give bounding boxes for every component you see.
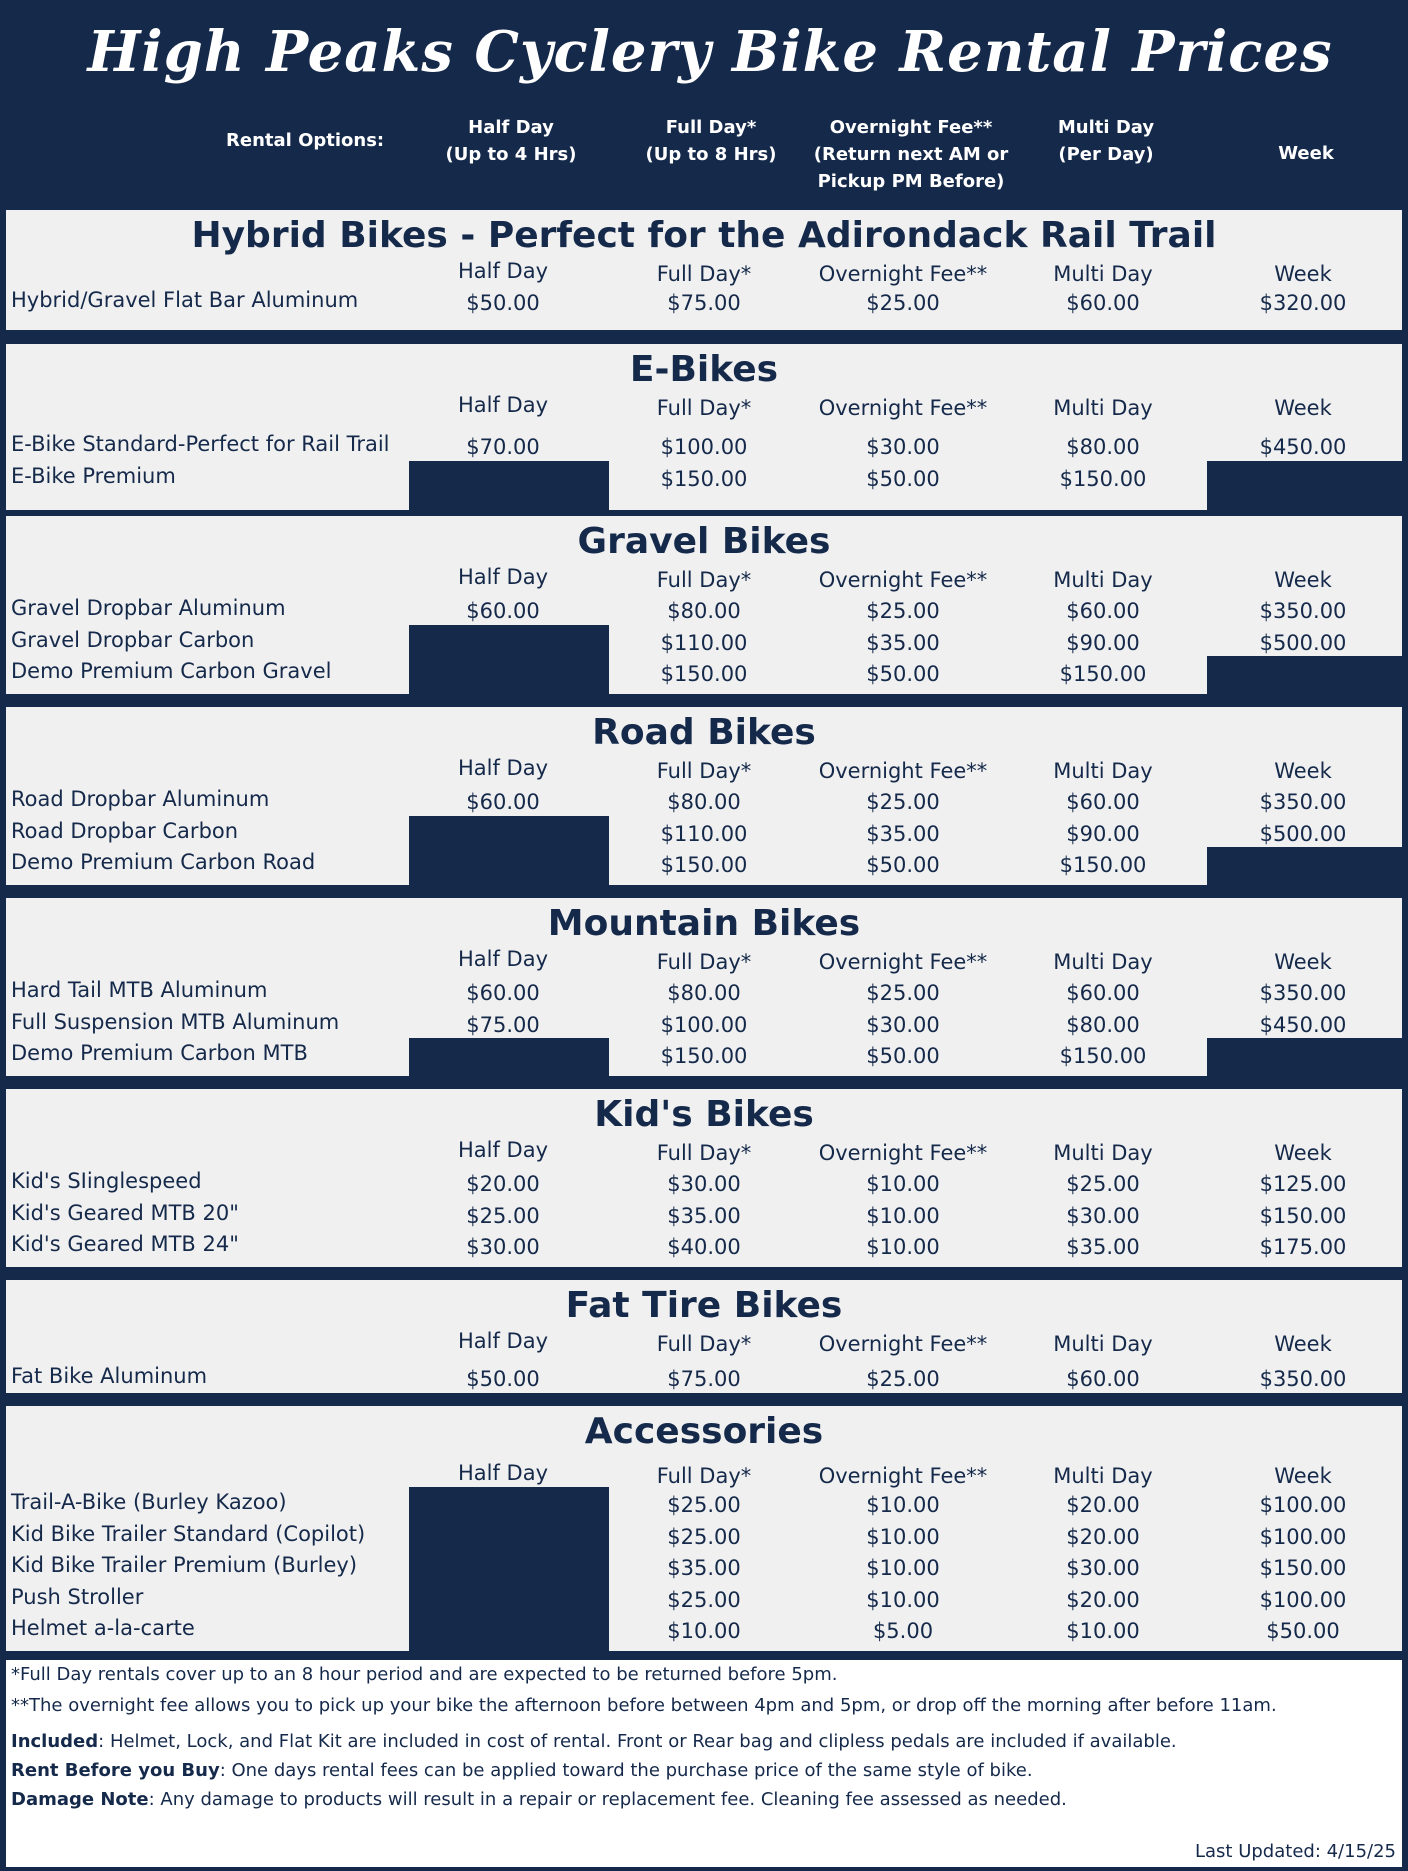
price-cell: $50.00 bbox=[866, 1044, 940, 1068]
price-cell: $30.00 bbox=[1066, 1203, 1140, 1228]
unavailable-cell bbox=[409, 847, 609, 885]
price-cell: $35.00 bbox=[667, 1556, 741, 1580]
price-cell: $60.00 bbox=[1066, 981, 1140, 1005]
price-cell: $25.00 bbox=[466, 1203, 540, 1228]
note-damage: Damage Note: Any damage to products will result in a repair or replacement fee. Cleaning fee assessed as needed. bbox=[11, 1789, 1067, 1810]
section-title: Fat Tire Bikes bbox=[565, 1285, 843, 1326]
price-cell: $30.00 bbox=[866, 1012, 940, 1037]
unavailable-cell bbox=[1207, 461, 1408, 510]
page-title: High Peaks Cyclery Bike Rental Prices bbox=[87, 19, 1333, 85]
column-header: Full Day* bbox=[656, 759, 752, 783]
row-label: Demo Premium Carbon Gravel bbox=[11, 659, 332, 683]
price-cell: $25.00 bbox=[1066, 1172, 1140, 1196]
column-header: Multi Day bbox=[1053, 568, 1153, 592]
price-cell: $500.00 bbox=[1259, 630, 1347, 655]
price-cell: $50.00 bbox=[1266, 1619, 1340, 1643]
price-cell: $100.00 bbox=[660, 1012, 748, 1037]
note-overnight: **The overnight fee allows you to pick up your bike the afternoon before between 4pm and 5pm, or drop off the morning after before 11am. bbox=[11, 1695, 1277, 1716]
section-title: Gravel Bikes bbox=[577, 521, 831, 562]
column-header: Overnight Fee** bbox=[818, 759, 988, 783]
row-label: Kid's Geared MTB 20" bbox=[11, 1200, 239, 1225]
price-cell: $150.00 bbox=[660, 1044, 748, 1068]
price-cell: $60.00 bbox=[1066, 1367, 1140, 1391]
column-header: Week bbox=[1274, 1332, 1332, 1356]
notes-panel bbox=[6, 1660, 1402, 1867]
price-cell: $100.00 bbox=[660, 435, 748, 459]
section-title: E-Bikes bbox=[629, 349, 779, 390]
price-cell: $20.00 bbox=[1066, 1587, 1140, 1612]
price-cell: $450.00 bbox=[1259, 435, 1347, 459]
column-header: Full Day* bbox=[656, 950, 752, 974]
price-cell: $100.00 bbox=[1259, 1493, 1347, 1517]
price-cell: $25.00 bbox=[866, 981, 940, 1005]
unavailable-cell bbox=[409, 816, 609, 849]
column-header: Half Day bbox=[457, 1329, 549, 1353]
price-cell: $25.00 bbox=[866, 1367, 940, 1391]
section-title: Hybrid Bikes - Perfect for the Adirondack Rail Trail bbox=[191, 215, 1217, 256]
column-header: Half Day bbox=[457, 1461, 549, 1485]
price-cell: $80.00 bbox=[667, 981, 741, 1005]
column-header: Full Day* bbox=[656, 262, 752, 286]
price-cell: $150.00 bbox=[1259, 1556, 1347, 1580]
column-header: Multi Day bbox=[1053, 1332, 1153, 1356]
header-full-day: Full Day* (Up to 8 Hrs) bbox=[645, 117, 777, 165]
unavailable-cell bbox=[409, 1550, 609, 1583]
column-header: Full Day* bbox=[656, 1464, 752, 1488]
unavailable-cell bbox=[409, 1613, 609, 1651]
column-header: Multi Day bbox=[1053, 950, 1153, 974]
header-overnight: Overnight Fee** (Return next AM or Pickup PM Before) bbox=[813, 117, 1009, 192]
row-label: Hard Tail MTB Aluminum bbox=[11, 978, 268, 1002]
price-cell: $60.00 bbox=[1066, 599, 1140, 623]
price-cell: $10.00 bbox=[866, 1556, 940, 1580]
price-cell: $500.00 bbox=[1259, 821, 1347, 846]
price-cell: $25.00 bbox=[866, 790, 940, 814]
unavailable-cell bbox=[409, 1487, 609, 1520]
section-panel bbox=[6, 516, 1402, 694]
header-multi-day: Multi Day (Per Day) bbox=[1057, 117, 1155, 165]
unavailable-cell bbox=[409, 1519, 609, 1552]
unavailable-cell bbox=[409, 1038, 609, 1076]
price-cell: $50.00 bbox=[466, 291, 540, 315]
row-label: Road Dropbar Carbon bbox=[11, 818, 239, 843]
unavailable-cell bbox=[1207, 847, 1408, 885]
price-cell: $150.00 bbox=[660, 853, 748, 877]
price-cell: $350.00 bbox=[1259, 1367, 1347, 1391]
price-cell: $25.00 bbox=[667, 1524, 741, 1549]
section-panel bbox=[6, 210, 1402, 330]
price-cell: $75.00 bbox=[667, 291, 741, 315]
price-cell: $50.00 bbox=[866, 853, 940, 877]
row-label: Gravel Dropbar Aluminum bbox=[11, 596, 286, 620]
section-title: Accessories bbox=[584, 1411, 824, 1452]
price-cell: $10.00 bbox=[866, 1524, 940, 1549]
price-cell: $100.00 bbox=[1259, 1587, 1347, 1612]
price-cell: $5.00 bbox=[872, 1619, 934, 1643]
price-cell: $90.00 bbox=[1066, 630, 1140, 655]
price-cell: $40.00 bbox=[667, 1235, 741, 1259]
price-cell: $25.00 bbox=[667, 1493, 741, 1517]
price-cell: $25.00 bbox=[866, 291, 940, 315]
price-cell: $150.00 bbox=[1059, 662, 1147, 686]
price-cell: $10.00 bbox=[866, 1235, 940, 1259]
price-cell: $35.00 bbox=[667, 1203, 741, 1228]
column-header: Week bbox=[1274, 1141, 1332, 1165]
row-label: Hybrid/Gravel Flat Bar Aluminum bbox=[11, 288, 359, 312]
price-cell: $50.00 bbox=[866, 467, 940, 491]
unavailable-cell bbox=[409, 625, 609, 658]
row-label: Full Suspension MTB Aluminum bbox=[11, 1009, 340, 1034]
row-label: E-Bike Premium bbox=[11, 464, 176, 488]
price-cell: $50.00 bbox=[866, 662, 940, 686]
unavailable-cell bbox=[1207, 656, 1408, 694]
row-label: Kid's SIinglespeed bbox=[11, 1169, 202, 1193]
note-full-day: *Full Day rentals cover up to an 8 hour period and are expected to be returned before 5pm. bbox=[11, 1664, 838, 1685]
section-panel bbox=[6, 1089, 1402, 1267]
price-cell: $110.00 bbox=[660, 630, 748, 655]
column-header: Week bbox=[1274, 262, 1332, 286]
price-cell: $60.00 bbox=[466, 790, 540, 814]
section-panel bbox=[6, 1280, 1402, 1393]
price-cell: $20.00 bbox=[1066, 1493, 1140, 1517]
header-banner bbox=[6, 0, 1402, 206]
unavailable-cell bbox=[1207, 1038, 1408, 1076]
price-cell: $80.00 bbox=[667, 790, 741, 814]
price-cell: $90.00 bbox=[1066, 821, 1140, 846]
price-cell: $125.00 bbox=[1259, 1172, 1347, 1196]
column-header: Multi Day bbox=[1053, 1464, 1153, 1488]
section-title: Road Bikes bbox=[592, 712, 816, 753]
note-rent-before-buy: Rent Before you Buy: One days rental fees can be applied toward the purchase price of the same style of bike. bbox=[11, 1760, 1033, 1781]
column-header: Half Day bbox=[457, 259, 549, 283]
price-cell: $10.00 bbox=[866, 1493, 940, 1517]
column-header: Half Day bbox=[457, 756, 549, 780]
section-panel bbox=[6, 344, 1402, 510]
column-header: Multi Day bbox=[1053, 262, 1153, 286]
column-header: Half Day bbox=[457, 393, 549, 417]
price-cell: $60.00 bbox=[1066, 291, 1140, 315]
price-cell: $150.00 bbox=[1259, 1203, 1347, 1228]
price-cell: $150.00 bbox=[1059, 853, 1147, 877]
row-label: Road Dropbar Aluminum bbox=[11, 787, 270, 811]
price-cell: $50.00 bbox=[466, 1367, 540, 1391]
row-label: Kid Bike Trailer Standard (Copilot) bbox=[11, 1521, 366, 1546]
unavailable-cell bbox=[409, 461, 609, 510]
price-cell: $150.00 bbox=[1059, 467, 1147, 491]
price-cell: $30.00 bbox=[466, 1235, 540, 1259]
note-included: Included: Helmet, Lock, and Flat Kit are included in cost of rental. Front or Rear bag and clipless pedals are included if available. bbox=[11, 1731, 1177, 1752]
price-cell: $60.00 bbox=[466, 981, 540, 1005]
row-label: Kid's Geared MTB 24" bbox=[11, 1232, 239, 1256]
row-label: Helmet a-la-carte bbox=[11, 1616, 195, 1640]
column-header: Full Day* bbox=[656, 568, 752, 592]
section-title: Mountain Bikes bbox=[547, 903, 861, 944]
column-header: Multi Day bbox=[1053, 396, 1153, 420]
price-cell: $100.00 bbox=[1259, 1524, 1347, 1549]
price-cell: $10.00 bbox=[1066, 1619, 1140, 1643]
column-header: Full Day* bbox=[656, 1332, 752, 1356]
row-label: Trail-A-Bike (Burley Kazoo) bbox=[11, 1490, 287, 1514]
row-label: E-Bike Standard-Perfect for Rail Trail bbox=[11, 432, 390, 456]
column-header: Overnight Fee** bbox=[818, 568, 988, 592]
row-label: Demo Premium Carbon MTB bbox=[11, 1041, 308, 1065]
price-cell: $35.00 bbox=[1066, 1235, 1140, 1259]
price-cell: $20.00 bbox=[1066, 1524, 1140, 1549]
price-cell: $150.00 bbox=[660, 662, 748, 686]
price-cell: $150.00 bbox=[660, 467, 748, 491]
unavailable-cell bbox=[409, 1582, 609, 1615]
price-cell: $110.00 bbox=[660, 821, 748, 846]
rental-options-label: Rental Options: bbox=[226, 130, 385, 151]
column-header: Half Day bbox=[457, 1138, 549, 1162]
price-cell: $350.00 bbox=[1259, 599, 1347, 623]
header-half-day: Half Day (Up to 4 Hrs) bbox=[445, 117, 577, 165]
price-cell: $10.00 bbox=[866, 1172, 940, 1196]
column-header: Overnight Fee** bbox=[818, 396, 988, 420]
column-header: Overnight Fee** bbox=[818, 950, 988, 974]
column-header: Half Day bbox=[457, 565, 549, 589]
price-cell: $20.00 bbox=[466, 1172, 540, 1196]
column-header: Week bbox=[1274, 568, 1332, 592]
price-cell: $25.00 bbox=[866, 599, 940, 623]
price-cell: $60.00 bbox=[1066, 790, 1140, 814]
last-updated: Last Updated: 4/15/25 bbox=[1194, 1841, 1396, 1862]
column-header: Week bbox=[1274, 950, 1332, 974]
section-panel bbox=[6, 1406, 1402, 1651]
column-header: Overnight Fee** bbox=[818, 262, 988, 286]
row-label: Gravel Dropbar Carbon bbox=[11, 627, 255, 652]
row-label: Demo Premium Carbon Road bbox=[11, 850, 316, 874]
column-header: Week bbox=[1274, 759, 1332, 783]
price-cell: $80.00 bbox=[667, 599, 741, 623]
price-cell: $175.00 bbox=[1259, 1235, 1347, 1259]
column-header: Overnight Fee** bbox=[818, 1141, 988, 1165]
price-cell: $30.00 bbox=[1066, 1556, 1140, 1580]
column-header: Half Day bbox=[457, 947, 549, 971]
section-panel bbox=[6, 898, 1402, 1076]
price-cell: $35.00 bbox=[866, 630, 940, 655]
price-cell: $350.00 bbox=[1259, 981, 1347, 1005]
section-title: Kid's Bikes bbox=[594, 1094, 814, 1135]
price-cell: $35.00 bbox=[866, 821, 940, 846]
unavailable-cell bbox=[409, 656, 609, 694]
price-cell: $10.00 bbox=[866, 1587, 940, 1612]
column-header: Multi Day bbox=[1053, 1141, 1153, 1165]
row-label: Push Stroller bbox=[11, 1584, 144, 1609]
price-cell: $25.00 bbox=[667, 1587, 741, 1612]
price-cell: $10.00 bbox=[866, 1203, 940, 1228]
price-cell: $350.00 bbox=[1259, 790, 1347, 814]
price-cell: $30.00 bbox=[866, 435, 940, 459]
price-cell: $75.00 bbox=[667, 1367, 741, 1391]
row-label: Kid Bike Trailer Premium (Burley) bbox=[11, 1553, 358, 1577]
column-header: Overnight Fee** bbox=[818, 1464, 988, 1488]
price-cell: $450.00 bbox=[1259, 1012, 1347, 1037]
price-cell: $30.00 bbox=[667, 1172, 741, 1196]
row-label: Fat Bike Aluminum bbox=[11, 1364, 208, 1388]
section-panel bbox=[6, 707, 1402, 885]
price-cell: $70.00 bbox=[466, 435, 540, 459]
column-header: Full Day* bbox=[656, 396, 752, 420]
header-week: Week bbox=[1278, 143, 1334, 164]
price-cell: $60.00 bbox=[466, 599, 540, 623]
price-cell: $80.00 bbox=[1066, 1012, 1140, 1037]
column-header: Full Day* bbox=[656, 1141, 752, 1165]
price-cell: $75.00 bbox=[466, 1012, 540, 1037]
price-cell: $150.00 bbox=[1059, 1044, 1147, 1068]
column-header: Overnight Fee** bbox=[818, 1332, 988, 1356]
price-cell: $10.00 bbox=[667, 1619, 741, 1643]
column-header: Week bbox=[1274, 396, 1332, 420]
price-cell: $320.00 bbox=[1259, 291, 1347, 315]
price-cell: $80.00 bbox=[1066, 435, 1140, 459]
column-header: Multi Day bbox=[1053, 759, 1153, 783]
column-header: Week bbox=[1274, 1464, 1332, 1488]
